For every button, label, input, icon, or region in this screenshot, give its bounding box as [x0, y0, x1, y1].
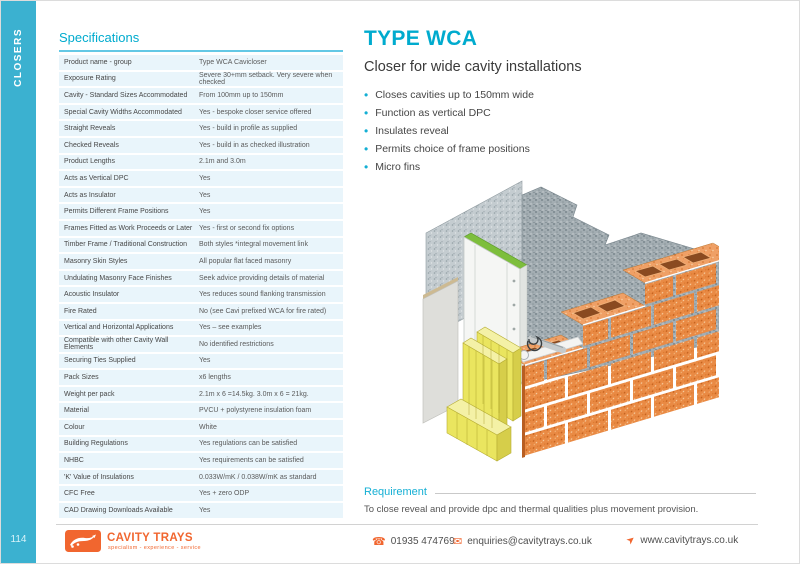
spec-label: Fire Rated [64, 307, 97, 315]
spec-label: CAD Drawing Downloads Available [64, 506, 173, 514]
spec-value: Yes – see examples [199, 324, 262, 332]
feature-text: Micro fins [375, 161, 421, 173]
spec-value: Yes regulations can be satisfied [199, 440, 298, 448]
brand-tagline: specialism - experience - service [108, 545, 201, 551]
page-number: 114 [10, 534, 27, 545]
brand-name: CAVITY TRAYS [107, 532, 193, 544]
spec-row [59, 155, 343, 170]
spec-label: Securing Ties Supplied [64, 357, 136, 365]
spec-value: No (see Cavi prefixed WCA for fire rated) [199, 307, 327, 315]
spec-label: NHBC [64, 457, 84, 465]
spec-label: Timber Frame / Traditional Construction [64, 241, 188, 249]
spec-row [59, 437, 343, 452]
spec-row [59, 254, 343, 269]
spec-label: Acts as Insulator [64, 191, 116, 199]
spec-value: Yes [199, 208, 211, 216]
spec-label: Acoustic Insulator [64, 291, 120, 299]
spec-row [59, 105, 343, 120]
phone-contact [372, 535, 455, 548]
cavity-wall-cutaway-illustration [379, 169, 719, 479]
spec-value: 2.1m x 6 =14.5kg. 3.0m x 6 = 21kg. [199, 390, 309, 398]
feature-text: Insulates reveal [375, 125, 449, 137]
spec-label: Frames Fitted as Work Proceeds or Later [64, 224, 193, 232]
bullet-dot-icon: • [364, 142, 369, 156]
spec-row [59, 271, 343, 286]
spec-row [59, 221, 343, 236]
spec-row [59, 403, 343, 418]
spec-value: Yes [199, 191, 211, 199]
phone-icon: ☎ [372, 536, 386, 548]
envelope-icon: ✉ [453, 536, 463, 548]
feature-text: Permits choice of frame positions [375, 143, 530, 155]
spec-value: Type WCA Cavicloser [199, 58, 267, 66]
feature-bullet [364, 104, 534, 122]
sidebar-label-text: CLOSERS [13, 27, 24, 87]
spec-label: Undulating Masonry Face Finishes [64, 274, 172, 282]
requirement-rule [435, 493, 756, 494]
spec-row [59, 55, 343, 70]
spec-row [59, 238, 343, 253]
feature-bullet [364, 122, 534, 140]
requirement-heading: Requirement [364, 486, 427, 498]
spec-value: No identified restrictions [199, 340, 274, 348]
feature-text: Closes cavities up to 150mm wide [375, 89, 534, 101]
spec-label: Building Regulations [64, 440, 128, 448]
spec-value: Yes - bespoke closer service offered [199, 108, 312, 116]
spec-label: Masonry Skin Styles [64, 257, 128, 265]
spec-row [59, 387, 343, 402]
email-address: enquiries@cavitytrays.co.uk [467, 536, 592, 547]
spec-row [59, 354, 343, 369]
cavity-trays-logo-icon [65, 530, 101, 552]
sidebar-tab [1, 1, 36, 563]
spec-value: White [199, 423, 217, 431]
spec-value: Yes [199, 357, 211, 365]
requirement-text: To close reveal and provide dpc and thermal qualities plus movement provision. [364, 504, 699, 515]
spec-row [59, 304, 343, 319]
website-url: www.cavitytrays.co.uk [640, 535, 739, 546]
spec-row [59, 420, 343, 435]
spec-label: Material [64, 407, 89, 415]
spec-value: All popular flat faced masonry [199, 257, 292, 265]
bullet-dot-icon: • [364, 88, 369, 102]
spec-row [59, 171, 343, 186]
website-contact [624, 533, 739, 548]
specifications-table [59, 55, 343, 520]
spec-label: Acts as Vertical DPC [64, 174, 129, 182]
phone-number: 01935 474769 [390, 536, 455, 547]
spec-label: Product name - group [64, 58, 132, 66]
spec-value: Yes [199, 174, 211, 182]
spec-row [59, 321, 343, 336]
bullet-dot-icon: • [364, 106, 369, 120]
spec-label: Special Cavity Widths Accommodated [64, 108, 182, 116]
spec-label: 'K' Value of Insulations [64, 473, 134, 481]
spec-row [59, 287, 343, 302]
spec-row [59, 138, 343, 153]
spec-value: Yes [199, 506, 211, 514]
spec-label: Product Lengths [64, 158, 115, 166]
spec-row [59, 204, 343, 219]
product-title: TYPE WCA [364, 27, 478, 50]
plasterboard-panel [423, 277, 458, 423]
spec-label: Pack Sizes [64, 374, 99, 382]
cursor-arrow-icon: ➤ [624, 533, 638, 548]
spec-label: Straight Reveals [64, 125, 116, 133]
specifications-heading: Specifications [59, 30, 140, 45]
spec-row [59, 88, 343, 103]
spec-label: Cavity - Standard Sizes Accommodated [64, 91, 188, 99]
spec-value: Yes reduces sound flanking transmission [199, 291, 326, 299]
spec-row [59, 72, 343, 87]
spec-label: Permits Different Frame Positions [64, 208, 169, 216]
spec-value: Yes - build in as checked illustration [199, 141, 310, 149]
spec-row [59, 486, 343, 501]
spec-value: Yes + zero ODP [199, 490, 250, 498]
spec-label: Checked Reveals [64, 141, 119, 149]
spec-value: x6 lengths [199, 374, 231, 382]
spec-label: CFC Free [64, 490, 95, 498]
bullet-dot-icon: • [364, 160, 369, 174]
spec-value: Both styles *integral movement link [199, 241, 308, 249]
spec-row [59, 121, 343, 136]
spec-value: PVCU + polystyrene insulation foam [199, 407, 312, 415]
spec-value: 0.033W/mK / 0.038W/mK as standard [199, 473, 317, 481]
feature-text: Function as vertical DPC [375, 107, 491, 119]
email-contact [453, 535, 592, 548]
feature-bullet [364, 140, 534, 158]
spec-row [59, 503, 343, 518]
spec-value: Seek advice providing details of material [199, 274, 325, 282]
spec-row [59, 188, 343, 203]
spec-label: Vertical and Horizontal Applications [64, 324, 174, 332]
spec-row [59, 337, 343, 352]
spec-value: From 100mm up to 150mm [199, 91, 284, 99]
sidebar-section-label [1, 17, 36, 97]
spec-label: Colour [64, 423, 85, 431]
specifications-rule [59, 50, 343, 52]
spec-label: Compatible with other Cavity Wall Elements [64, 337, 169, 352]
bullet-dot-icon: • [364, 124, 369, 138]
product-subtitle: Closer for wide cavity installations [364, 59, 582, 75]
spec-row [59, 370, 343, 385]
spec-row [59, 453, 343, 468]
spec-value: Severe 30+mm setback. Very severe when checked [199, 71, 333, 86]
feature-bullet-list [364, 86, 534, 176]
spec-value: Yes requirements can be satisfied [199, 457, 304, 465]
spec-label: Weight per pack [64, 390, 115, 398]
spec-value: 2.1m and 3.0m [199, 158, 246, 166]
spec-value: Yes - first or second fix options [199, 224, 295, 232]
spec-row [59, 470, 343, 485]
spec-label: Exposure Rating [64, 75, 116, 83]
footer-divider [56, 524, 758, 525]
feature-bullet [364, 86, 534, 104]
spec-value: Yes - build in profile as supplied [199, 125, 298, 133]
